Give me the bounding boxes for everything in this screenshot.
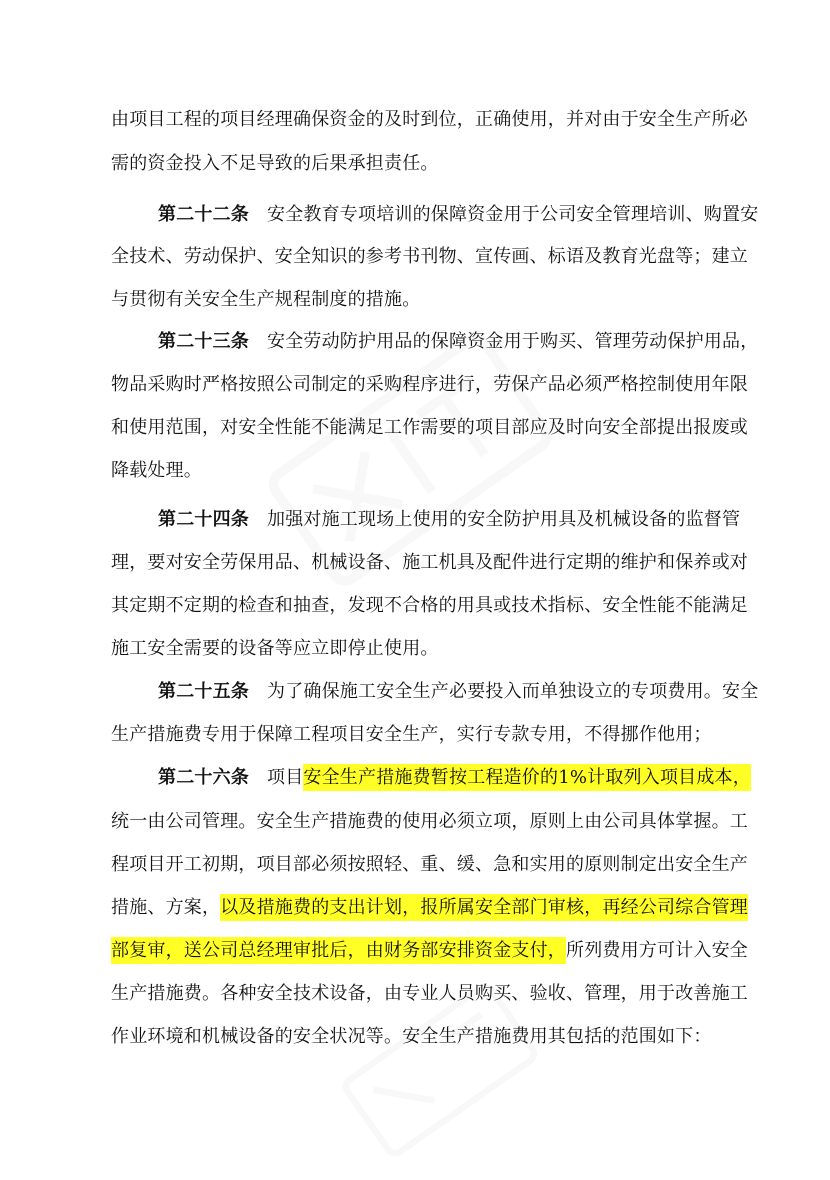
- article-24-first-line: [158, 508, 741, 532]
- article-26-heading: 第二十六条: [158, 767, 249, 788]
- article-26-text: 所列费用方可计入安全: [566, 940, 748, 961]
- article-23-line: 降载处理。: [111, 460, 202, 481]
- paragraph-continuation-line: 由项目工程的项目经理确保资金的及时到位，正确使用，并对由于安全生产所必: [111, 109, 748, 130]
- article-22-line: 与贯彻有关安全生产规程制度的措施。: [111, 289, 421, 310]
- highlighted-text: 以及措施费的支出计划，报所属安全部门审核，再经公司综合管理: [220, 894, 748, 921]
- article-25-heading: 第二十五条: [158, 681, 249, 702]
- article-24-line: 施工安全需要的设备等应立即停止使用。: [111, 638, 439, 659]
- article-24-line: 其定期不定期的检查和抽查，发现不合格的用具或技术指标、安全性能不能满足: [111, 595, 748, 616]
- highlighted-text: 安全生产措施费暂按工程造价的1%计取列入项目成本，: [303, 764, 751, 791]
- article-26-line: 生产措施费。各种安全技术设备，由专业人员购买、验收、管理，用于改善施工: [111, 983, 748, 1004]
- article-25-text: 为了确保施工安全生产必要投入而单独设立的专项费用。安全: [267, 681, 759, 702]
- article-22-first-line: [158, 203, 759, 227]
- article-26-line: 作业环境和机械设备的安全状况等。安全生产措施费用其包括的范围如下：: [111, 1026, 712, 1047]
- article-26-text: 措施、方案，: [111, 897, 221, 918]
- article-26-line: 程项目开工初期，项目部必须按照轻、重、缓、急和实用的原则制定出安全生产: [111, 854, 748, 875]
- highlighted-text: 部复审，送公司总经理审批后，由财务部安排资金支付，: [111, 937, 566, 964]
- article-22-line: 全技术、劳动保护、安全知识的参考书刊物、宣传画、标语及教育光盘等；建立: [111, 246, 748, 267]
- article-26-text: 项目: [267, 767, 304, 788]
- article-26-line: 统一由公司管理。安全生产措施费的使用必须立项，原则上由公司具体掌握。工: [111, 811, 748, 832]
- article-25-first-line: [158, 680, 759, 704]
- article-24-line: 理，要对安全劳保用品、机械设备、施工机具及配件进行定期的维护和保养或对: [111, 552, 748, 573]
- article-24-text: 加强对施工现场上使用的安全防护用具及机械设备的监督管: [267, 509, 741, 530]
- article-26-line: [111, 939, 748, 963]
- article-23-heading: 第二十三条: [158, 331, 249, 352]
- article-23-text: 安全劳动防护用品的保障资金用于购买、管理劳动保护用品，: [267, 331, 759, 352]
- paragraph-continuation-line: 需的资金投入不足导致的后果承担责任。: [111, 153, 439, 174]
- article-24-heading: 第二十四条: [158, 509, 249, 530]
- article-25-line: 生产措施费专用于保障工程项目安全生产，实行专款专用，不得挪作他用；: [111, 724, 712, 745]
- article-22-text: 安全教育专项培训的保障资金用于公司安全管理培训、购置安: [267, 204, 759, 225]
- article-23-line: 物品采购时严格按照公司制定的采购程序进行，劳保产品必须严格控制使用年限: [111, 374, 748, 395]
- article-23-line: 和使用范围，对安全性能不能满足工作需要的项目部应及时向安全部提出报废或: [111, 417, 748, 438]
- article-22-heading: 第二十二条: [158, 204, 249, 225]
- article-26-first-line: [158, 766, 751, 790]
- article-26-line: [111, 896, 748, 920]
- article-23-first-line: [158, 330, 759, 354]
